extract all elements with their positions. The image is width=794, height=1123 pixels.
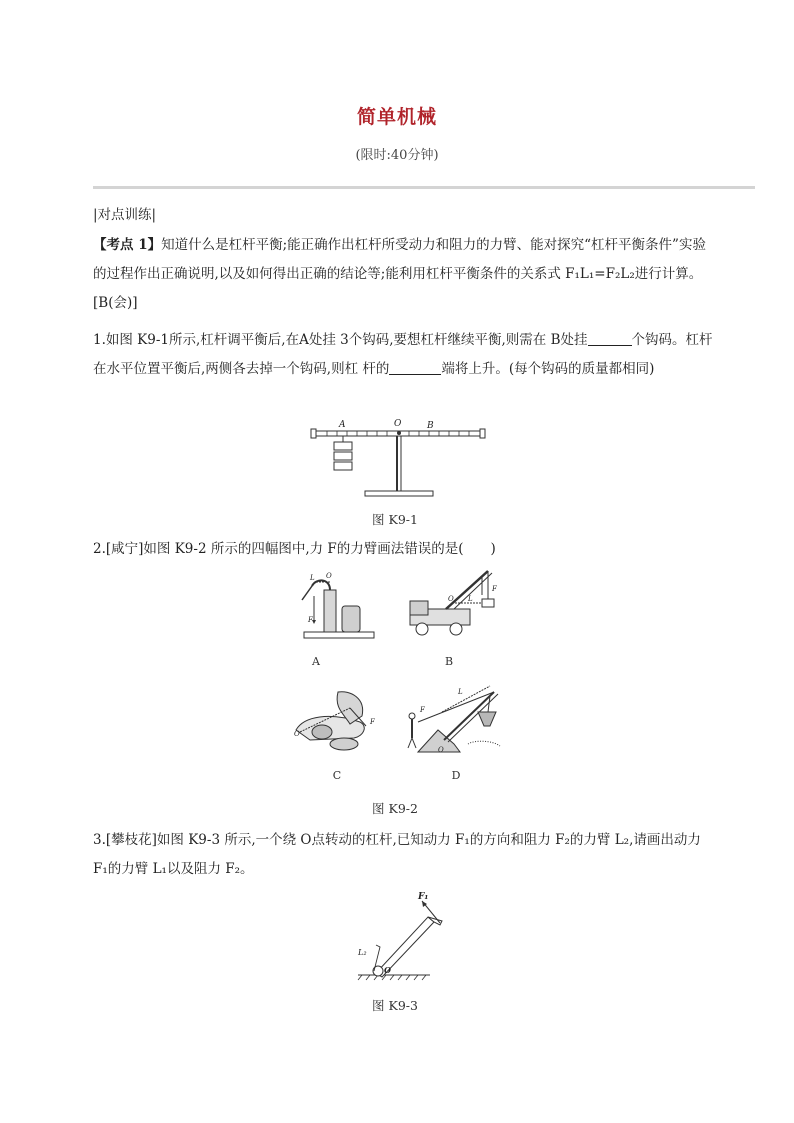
kaodian-text: 知道什么是杠杆平衡;能正确作出杠杆所受动力和阻力的力臂、能对探究“杠杆平衡条件”实验的过程作出正确说明,以及如何得出正确的结论等;能利用杠杆平衡条件的关系式 F₁L₁=F₂L₂进行计算。[B(会)] [93, 237, 706, 311]
hook-weight-2 [334, 452, 352, 460]
pivot [397, 431, 401, 435]
svg-text:F: F [492, 585, 497, 593]
svg-text:O: O [294, 730, 300, 738]
svg-text:O: O [448, 595, 454, 603]
question-3: 3.[攀枝花]如图 K9-3 所示,一个绕 O点转动的杠杆,已知动力 F₁的方向和阻力 F₂的力臂 L₂,请画出动力 F₁的力臂 L₁以及阻力 F₂。 [93, 832, 701, 877]
page-subtitle: (限时:40分钟) [355, 148, 439, 163]
q1-text-part1: 1.如图 K9-1所示,杠杆调平衡后,在A处挂 3个钩码,要想杠杆继续平衡,则需在 B处挂 [93, 332, 588, 348]
lever-left-nut [311, 429, 316, 438]
caption-k9-2: 图 K9-2 [372, 801, 418, 816]
svg-text:F: F [370, 718, 375, 726]
figure-k9-2d [398, 682, 508, 756]
figure-k9-1-lever [305, 415, 495, 505]
q1-blank-1[interactable] [588, 331, 632, 346]
figure-k9-3-lever [352, 887, 447, 982]
label-o: O [394, 419, 402, 429]
svg-text:L: L [468, 595, 473, 603]
q1-text-part2: 个钩码。杠杆在水平位置平衡后,两侧各去掉一个钩码,则杠 杆的 [93, 332, 713, 377]
hook-weight-1 [334, 442, 352, 450]
lever-base [365, 491, 433, 496]
caption-k9-1: 图 K9-1 [372, 512, 418, 527]
q1-text-part3: 端将上升。(每个钩码的质量都相同) [441, 361, 655, 377]
divider [93, 186, 755, 189]
caption-k9-3: 图 K9-3 [372, 998, 418, 1013]
hook-weight-3 [334, 462, 352, 470]
label-f1: F₁ [418, 892, 429, 902]
question-2: 2.[咸宁]如图 K9-2 所示的四幅图中,力 F的力臂画法错误的是( ) [93, 541, 496, 557]
svg-text:F: F [308, 616, 313, 624]
figure-k9-2b [406, 565, 501, 643]
figure-k9-2c [290, 688, 382, 754]
question-1 [93, 326, 713, 384]
svg-text:L: L [310, 574, 315, 582]
option-d-label: D [451, 769, 461, 782]
label-a: A [339, 420, 346, 430]
lever-right-nut [480, 429, 485, 438]
label-o3: O [384, 965, 391, 975]
label-b: B [427, 421, 434, 431]
option-a-label: A [312, 655, 320, 668]
ground-hatch [358, 975, 426, 980]
svg-text:O: O [438, 746, 444, 754]
q1-blank-2[interactable] [389, 360, 441, 375]
figure-k9-2a [290, 572, 378, 642]
option-b-label: B [444, 655, 454, 668]
option-c-label: C [332, 769, 342, 782]
section-label: |对点训练| [93, 207, 157, 223]
svg-text:O: O [326, 572, 332, 580]
svg-text:L: L [458, 688, 463, 696]
svg-text:F: F [420, 706, 425, 714]
kaodian-paragraph [93, 231, 713, 318]
kaodian-tag: 【考点 1】 [93, 237, 162, 253]
page-title: 简单机械 [356, 106, 437, 128]
label-l2: L₂ [358, 948, 367, 957]
